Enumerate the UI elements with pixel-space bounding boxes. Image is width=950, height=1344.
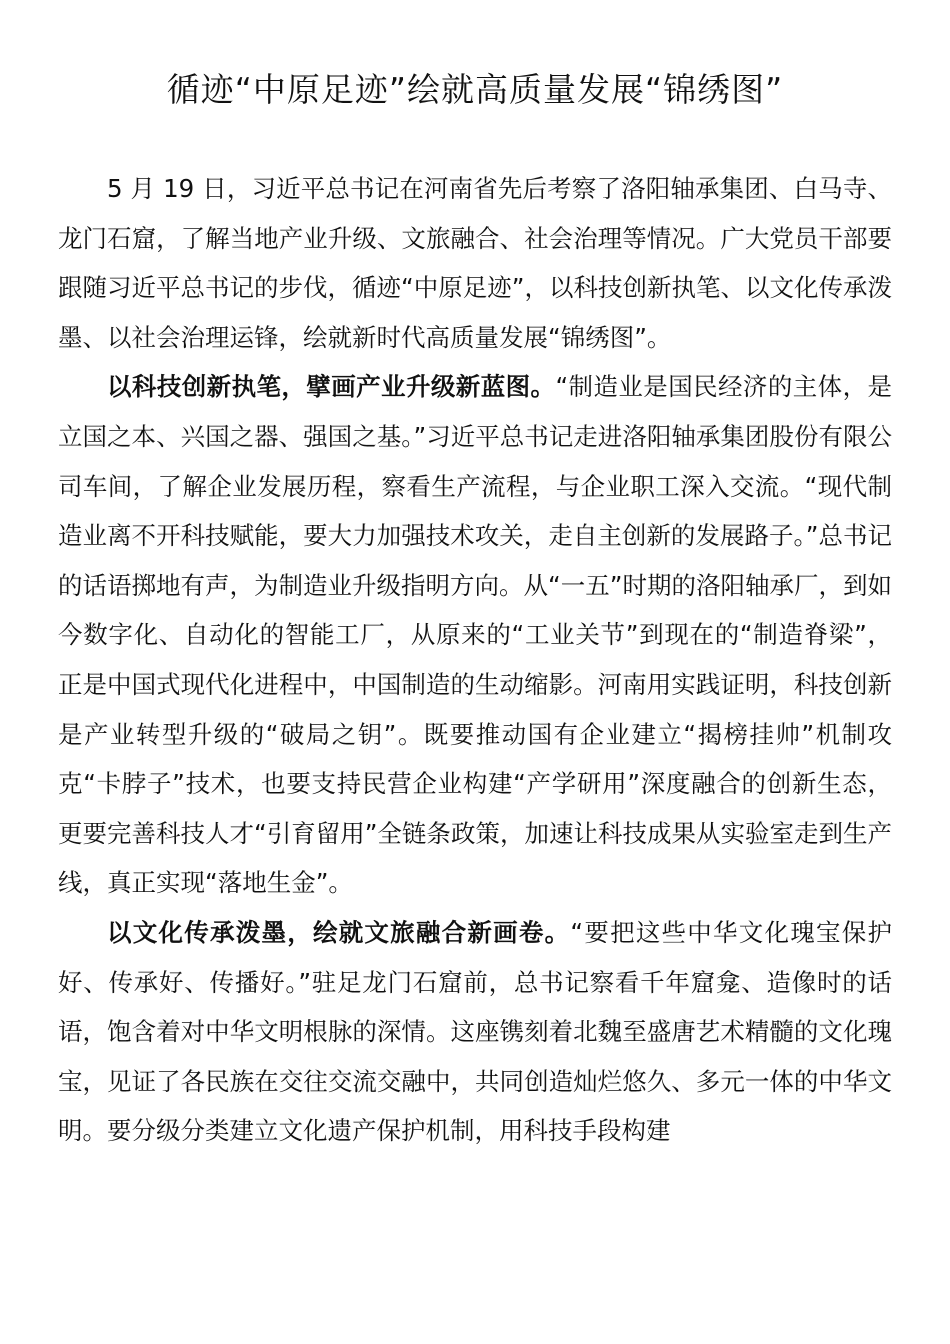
paragraph-culture-text: “要把这些中华文化瑰宝保护好、传承好、传播好。”驻足龙门石窟前，总书记察看千年窟龛、造像时的话语，饱含着对中华文明根脉的深情。这座镌刻着北魏至盛唐艺术精髓的文化瑰宝，见证了各民族在交往交流交融中，共同创造灿烂悠久、多元一体的中华文明。要分级分类建立文化遗产保护机制，用科技手段构建 bbox=[58, 917, 893, 1146]
document-title: 循迹“中原足迹”绘就高质量发展“锦绣图” bbox=[166, 70, 784, 109]
paragraph-culture bbox=[58, 908, 892, 1156]
paragraph-technology bbox=[58, 362, 892, 908]
paragraph-technology-heading: 以科技创新执笔，擘画产业升级新蓝图。 bbox=[107, 372, 556, 402]
paragraph-technology-text: “制造业是国民经济的主体，是立国之本、兴国之器、强国之基。”习近平总书记走进洛阳轴承集团股份有限公司车间，了解企业发展历程，察看生产流程，与企业职工深入交流。“现代制造业离不开科技赋能，要大力加强技术攻关，走自主创新的发展路子。”总书记的话语掷地有声，为制造业升级指明方向。从“一五”时期的洛阳轴承厂，到如今数字化、自动化的智能工厂，从原来的“工业关节”到现在的“制造脊梁”，正是中国式现代化进程中，中国制造的生动缩影。河南用实践证明，科技创新是产业转型升级的“破局之钥”。既要推动国有企业建立“揭榜挂帅”机制攻克“卡脖子”技术，也要支持民营企业构建“产学研用”深度融合的创新生态，更要完善科技人才“引育留用”全链条政策，加速让科技成果从实验室走到生产线，真正实现“落地生金”。 bbox=[58, 372, 892, 898]
document-page bbox=[58, 62, 892, 1156]
paragraph-intro-text: 5 月 19 日，习近平总书记在河南省先后考察了洛阳轴承集团、白马寺、龙门石窟，了解当地产业升级、文旅融合、社会治理等情况。广大党员干部要跟随习近平总书记的步伐，循迹“中原足迹”，以科技创新执笔、以文化传承泼墨、以社会治理运锋，绘就新时代高质量发展“锦绣图”。 bbox=[58, 174, 892, 352]
paragraph-culture-heading: 以文化传承泼墨，绘就文旅融合新画卷。 bbox=[107, 917, 571, 947]
paragraph-intro bbox=[58, 164, 892, 362]
